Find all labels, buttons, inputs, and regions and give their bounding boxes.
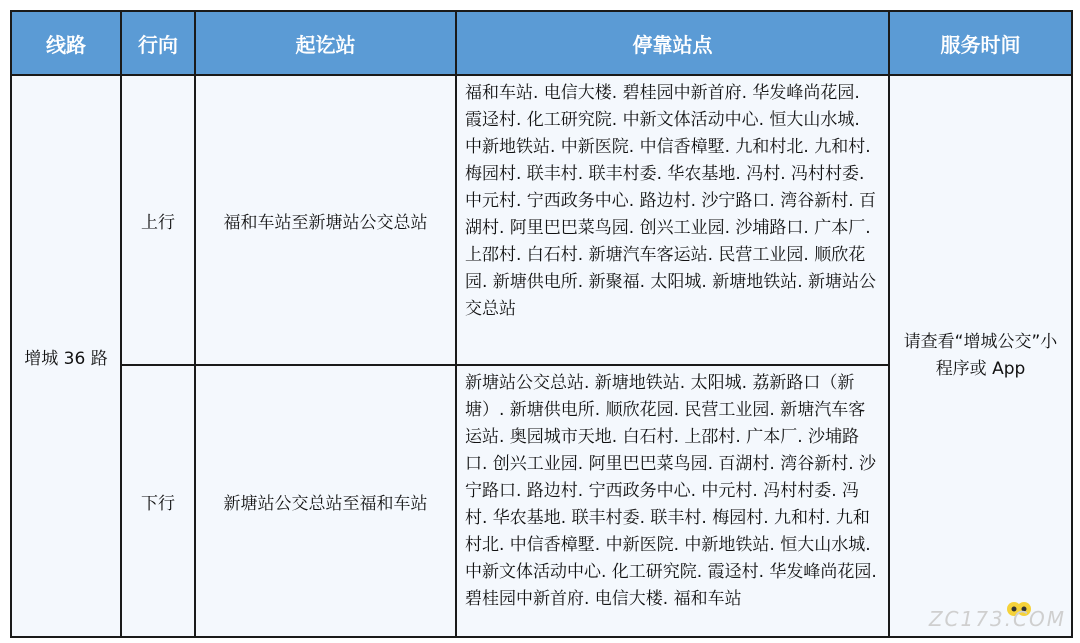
- header-service-time: 服务时间: [889, 11, 1072, 75]
- header-stops: 停靠站点: [456, 11, 889, 75]
- terminals-up-cell: 福和车站至新塘站公交总站: [195, 75, 456, 365]
- route-name-cell: 增城 36 路: [11, 75, 121, 637]
- header-row: [11, 11, 1072, 75]
- stops-down-cell: 新塘站公交总站. 新塘地铁站. 太阳城. 荔新路口（新塘）. 新塘供电所. 顺欣花园. 民营工业园. 新塘汽车客运站. 奥园城市天地. 白石村. 上邵村. 广本厂. 沙埔路口. 创兴工业园. 阿里巴巴菜鸟园. 百湖村. 湾谷新村. 沙宁路口. 路边村. 宁西政务中心. 中元村. 冯村村委. 冯村. 华农基地. 联丰村委. 联丰村. 梅园村. 九和村. 九和村北. 中信香樟墅. 中新医院. 中新地铁站. 恒大山水城. 中新文体活动中心. 化工研究院. 霞迳村. 华发峰尚花园. 碧桂园中新首府. 电信大楼. 福和车站: [456, 365, 889, 637]
- table-row-up: [11, 75, 1072, 365]
- terminals-down-cell: 新塘站公交总站至福和车站: [195, 365, 456, 637]
- route-table: [10, 10, 1073, 638]
- direction-up-cell: 上行: [121, 75, 195, 365]
- service-time-cell: 请查看“增城公交”小程序或 App: [889, 75, 1072, 637]
- header-terminals: 起讫站: [195, 11, 456, 75]
- watermark: ZC173.COM: [928, 607, 1066, 631]
- header-line: 线路: [11, 11, 121, 75]
- direction-down-cell: 下行: [121, 365, 195, 637]
- header-direction: 行向: [121, 11, 195, 75]
- stops-up-cell: 福和车站. 电信大楼. 碧桂园中新首府. 华发峰尚花园. 霞迳村. 化工研究院. 中新文体活动中心. 恒大山水城. 中新地铁站. 中新医院. 中信香樟墅. 九和村北. 九和村. 梅园村. 联丰村. 联丰村委. 华农基地. 冯村. 冯村村委. 中元村. 宁西政务中心. 路边村. 沙宁路口. 湾谷新村. 百湖村. 阿里巴巴菜鸟园. 创兴工业园. 沙埔路口. 广本厂. 上邵村. 白石村. 新塘汽车客运站. 民营工业园. 顺欣花园. 新塘供电所. 新聚福. 太阳城. 新塘地铁站. 新塘站公交总站: [456, 75, 889, 365]
